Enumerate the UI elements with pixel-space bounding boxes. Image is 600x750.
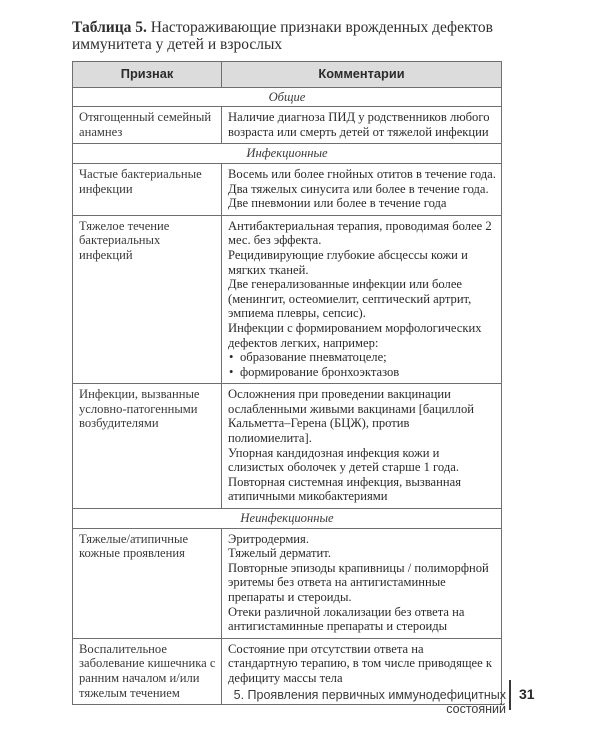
comment-line: Две пневмонии или более в течение года (228, 196, 447, 211)
section-row-noninfectious (73, 509, 502, 529)
comment-bullet: • формирование бронхоэктазов (228, 365, 496, 380)
table-row (73, 107, 502, 144)
row-comments (222, 528, 502, 638)
row-sign: Отягощенный семейный анамнез (73, 107, 222, 144)
table-caption (72, 19, 542, 53)
row-comments (222, 215, 502, 384)
row-sign: Воспалительное заболевание кишечника с ранним началом и/или тяжелым течением (73, 638, 222, 704)
comment-bullet-list (228, 350, 496, 379)
table-row (73, 163, 502, 215)
section-general: Общие (73, 87, 502, 107)
comment-line: Инфекции с формированием морфологических дефектов легких, например: (228, 320, 482, 350)
table-row (73, 215, 502, 384)
section-row-general (73, 87, 502, 107)
row-comments (222, 107, 502, 144)
comment-line: Два тяжелых синусита или более в течение года. (228, 181, 489, 196)
table-row (73, 384, 502, 509)
table-header-row (73, 62, 502, 88)
comment-line: Повторная системная инфекция, вызванная атипичными микобактериями (228, 474, 462, 504)
comment-line: Состояние при отсутствии ответа на стандартную терапию, в том числе приводящее к дефициту массы тела (228, 641, 493, 685)
footer-divider (509, 680, 511, 710)
comment-line: Две генерализованные инфекции или более (менингит, остеомиелит, септический артрит, эмпиема плевры, сепсис). (228, 277, 472, 321)
comment-line: Восемь или более гнойных отитов в течение года. (228, 166, 496, 181)
comment-line: Эритродермия. (228, 531, 309, 546)
comment-line: Наличие диагноза ПИД у родственников любого возраста или смерть детей от тяжелой инфекции (228, 110, 490, 139)
comment-line: Осложнения при проведении вакцинации ослабленными живыми вакцинами [бациллой Кальметта–Герена (БЦЖ), против полиомиелита]. (228, 387, 474, 446)
comment-line: Рецидивирующие глубокие абсцессы кожи и мягких тканей. (228, 247, 468, 277)
table-caption-text: Настораживающие признаки врожденных дефектов иммунитета у детей и взрослых (72, 19, 493, 53)
section-infectious: Инфекционные (73, 144, 502, 164)
table-row (73, 528, 502, 638)
comment-line: Упорная кандидозная инфекция кожи и слизистых оболочек у детей старше 1 года. (228, 445, 459, 475)
header-comments: Комментарии (222, 62, 502, 88)
row-sign: Тяжелые/атипичные кожные проявления (73, 528, 222, 638)
comment-bullet: • образование пневматоцеле; (228, 350, 496, 365)
row-sign: Частые бактериальные инфекции (73, 163, 222, 215)
table-caption-label: Таблица 5. (72, 19, 147, 36)
comment-line: Отеки различной локализации без ответа на антигистаминные препараты и стероиды (228, 604, 465, 634)
row-comments (222, 163, 502, 215)
row-sign: Инфекции, вызванные условно-патогенными возбудителями (73, 384, 222, 509)
warning-signs-table (72, 61, 502, 705)
row-comments (222, 384, 502, 509)
row-sign: Тяжелое течение бактериальных инфекций (73, 215, 222, 384)
section-row-infectious (73, 144, 502, 164)
comment-line: Повторные эпизоды крапивницы / полиморфной эритемы без ответа на антигистаминные препараты и стероиды. (228, 560, 489, 604)
page-number: 31 (519, 686, 535, 702)
comment-line: Антибактериальная терапия, проводимая более 2 мес. без эффекта. (228, 218, 492, 248)
section-noninfectious: Неинфекционные (73, 509, 502, 529)
running-footer: 5. Проявления первичных иммунодефицитных состояний (233, 688, 506, 716)
comment-line: Тяжелый дерматит. (228, 546, 331, 561)
header-sign: Признак (73, 62, 222, 88)
